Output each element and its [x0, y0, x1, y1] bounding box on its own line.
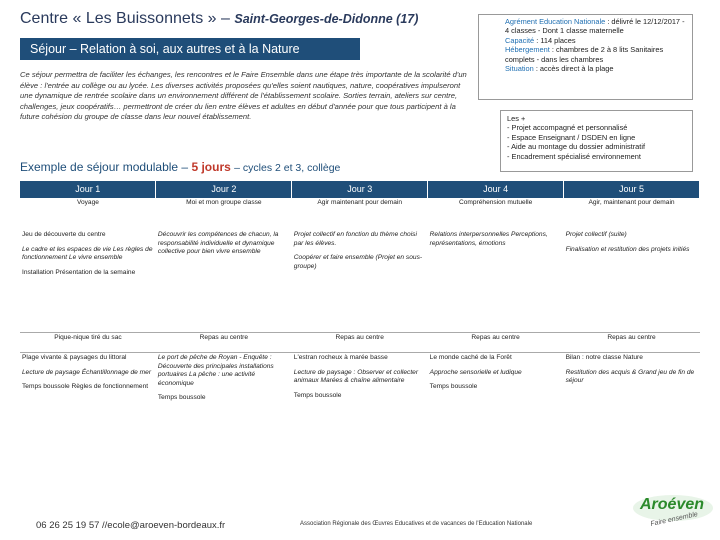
- theme-cell: Agir maintenant pour demain: [317, 199, 403, 206]
- plus-item: - Aide au montage du dossier administratif: [507, 142, 686, 151]
- activity-text: Le port de pêche de Royan - Enquête : Découverte des principales installations portuaires La pêche : une activité économique: [157, 354, 274, 387]
- activity-text: Temps boussole: [429, 383, 478, 391]
- meal-cell: Repas au centre: [428, 333, 564, 353]
- activity-text: Projet collectif en fonction du thème choisi par les élèves.: [293, 231, 417, 247]
- activity-text: Lecture de paysage Échantillonnage de mer: [22, 368, 152, 376]
- contact-info[interactable]: 06 26 25 19 57 //ecole@aroeven-bordeaux.fr: [36, 520, 226, 531]
- day-header: Jour 5: [564, 181, 700, 198]
- capacite-value: : 114 places: [536, 35, 576, 45]
- activity-text: Restitution des acquis & Grand jeu de fin de séjour: [565, 368, 695, 385]
- day-header: Jour 3: [292, 181, 428, 198]
- centre-location: Saint-Georges-de-Didonne (17): [234, 12, 419, 26]
- agrement-value: : délivré le 12/12/2017 - 4 classes - Dont 1 classe maternelle: [505, 17, 685, 36]
- activity-text: Approche sensorielle et ludique: [429, 368, 522, 376]
- theme-cell: Compréhension mutuelle: [458, 199, 533, 206]
- meal-cell: Repas au centre: [156, 333, 292, 353]
- activity-text: Lecture de paysage : Observer et collecter animaux Marées & chaîne alimentaire: [293, 368, 419, 385]
- theme-cell: Agir, maintenant pour demain: [588, 199, 675, 206]
- example-suffix: – cycles 2 et 3, collège: [234, 162, 341, 174]
- activity-text: L'estran rocheux à marée basse: [293, 354, 388, 361]
- agrement-label: Agrément Education Nationale: [505, 17, 606, 26]
- meal-row: [20, 333, 700, 353]
- activity-text: Le monde caché de la Forêt: [429, 354, 512, 361]
- plus-item: - Encadrement spécialisé environnement: [507, 152, 686, 161]
- capacite-label: Capacité: [505, 35, 535, 45]
- meal-cell: Repas au centre: [292, 333, 428, 353]
- morning-cell: [20, 230, 156, 333]
- activity-text: Finalisation et restitution des projets initiés: [565, 245, 690, 253]
- meal-cell: Repas au centre: [564, 333, 700, 353]
- sejour-banner: Séjour – Relation à soi, aux autres et à la Nature: [20, 38, 360, 60]
- example-duration: 5 jours: [191, 160, 231, 174]
- day-header: Jour 1: [20, 181, 156, 198]
- morning-cell: [428, 230, 564, 333]
- program-table: [20, 181, 700, 475]
- example-heading: [20, 160, 340, 174]
- afternoon-cell: [564, 353, 700, 476]
- activity-text: Temps boussole: [157, 394, 206, 402]
- hebergement-value: : chambres de 2 à 8 lits Sanitaires complets - dans les chambres: [505, 45, 664, 64]
- intro-text: Ce séjour permettra de faciliter les échanges, les rencontres et le Faire Ensemble dans une étape très importante de la scolarité d'un élève : l'entrée au collège ou au lycée. Les diverses activités proposées qu'elles soient nautiques, nature, coopératives impulseront une dynamique de rentrée scolaire dans un environnement différent de l'établissement scolaire. Sorties terrain, ateliers sur centre, challenges, jeux coopératifs… permettront de créer du lien entre élèves et adultes en début d'année pour que tous participent à la future cohésion du groupe de classe dans leur nouvel établissement.: [20, 70, 467, 122]
- association-name: Association Régionale des Œuvres Educatives et de vacances de l'Education Nationale: [300, 521, 533, 527]
- afternoon-cell: [428, 353, 564, 476]
- afternoon-cell: [292, 353, 428, 476]
- logo-tagline: Faire ensemble: [649, 511, 699, 528]
- morning-row: [20, 230, 700, 333]
- morning-cell: [292, 230, 428, 333]
- activity-text: Temps boussole Règles de fonctionnement: [22, 383, 149, 391]
- situation-label: Situation: [505, 64, 534, 74]
- morning-cell: [564, 230, 700, 333]
- hebergement-label: Hébergement: [505, 45, 550, 55]
- plus-title: Les +: [507, 114, 526, 123]
- example-prefix: Exemple de séjour modulable –: [20, 160, 189, 174]
- activity-text: Plage vivante & paysages du littoral: [22, 354, 127, 361]
- plus-item: - Projet accompagné et personnalisé: [507, 123, 686, 132]
- activity-text: Jeu de découverte du centre: [22, 231, 106, 238]
- day-header-row: [20, 181, 700, 198]
- morning-cell: [156, 230, 292, 333]
- logo-name: Aroéven: [640, 496, 705, 513]
- meal-cell: Pique-nique tiré du sac: [20, 333, 156, 353]
- page-title: [20, 10, 418, 28]
- day-header: Jour 4: [428, 181, 564, 198]
- activity-text: Relations interpersonnelles Perceptions, représentations, émotions: [429, 231, 548, 247]
- centre-name: Centre « Les Buissonnets » –: [20, 10, 230, 27]
- info-box: [478, 14, 693, 100]
- theme-row: [20, 198, 700, 230]
- activity-text: Découvrir les compétences de chacun, la responsabilité individuelle et dynamique collective pour bien vivre ensemble: [157, 231, 279, 256]
- theme-cell: Voyage: [76, 199, 99, 206]
- day-header: Jour 2: [156, 181, 292, 198]
- activity-text: Installation Présentation de la semaine: [22, 268, 136, 276]
- activity-text: Temps boussole: [293, 391, 342, 399]
- plus-list: [507, 123, 686, 161]
- afternoon-row: [20, 353, 700, 476]
- theme-cell: Moi et mon groupe classe: [186, 199, 262, 206]
- activity-text: Le cadre et les espaces de vie Les règles de fonctionnement Le vivre ensemble: [22, 245, 153, 262]
- situation-value: : accès direct à la plage: [535, 64, 614, 74]
- afternoon-cell: [156, 353, 292, 476]
- activity-text: Bilan : notre classe Nature: [565, 354, 643, 361]
- afternoon-cell: [20, 353, 156, 476]
- plus-box: [500, 110, 693, 172]
- activity-text: Projet collectif (suite): [565, 231, 627, 238]
- activity-text: Coopérer et faire ensemble (Projet en sous-groupe): [293, 254, 423, 270]
- plus-item: - Espace Enseignant / DSDEN en ligne: [507, 133, 686, 142]
